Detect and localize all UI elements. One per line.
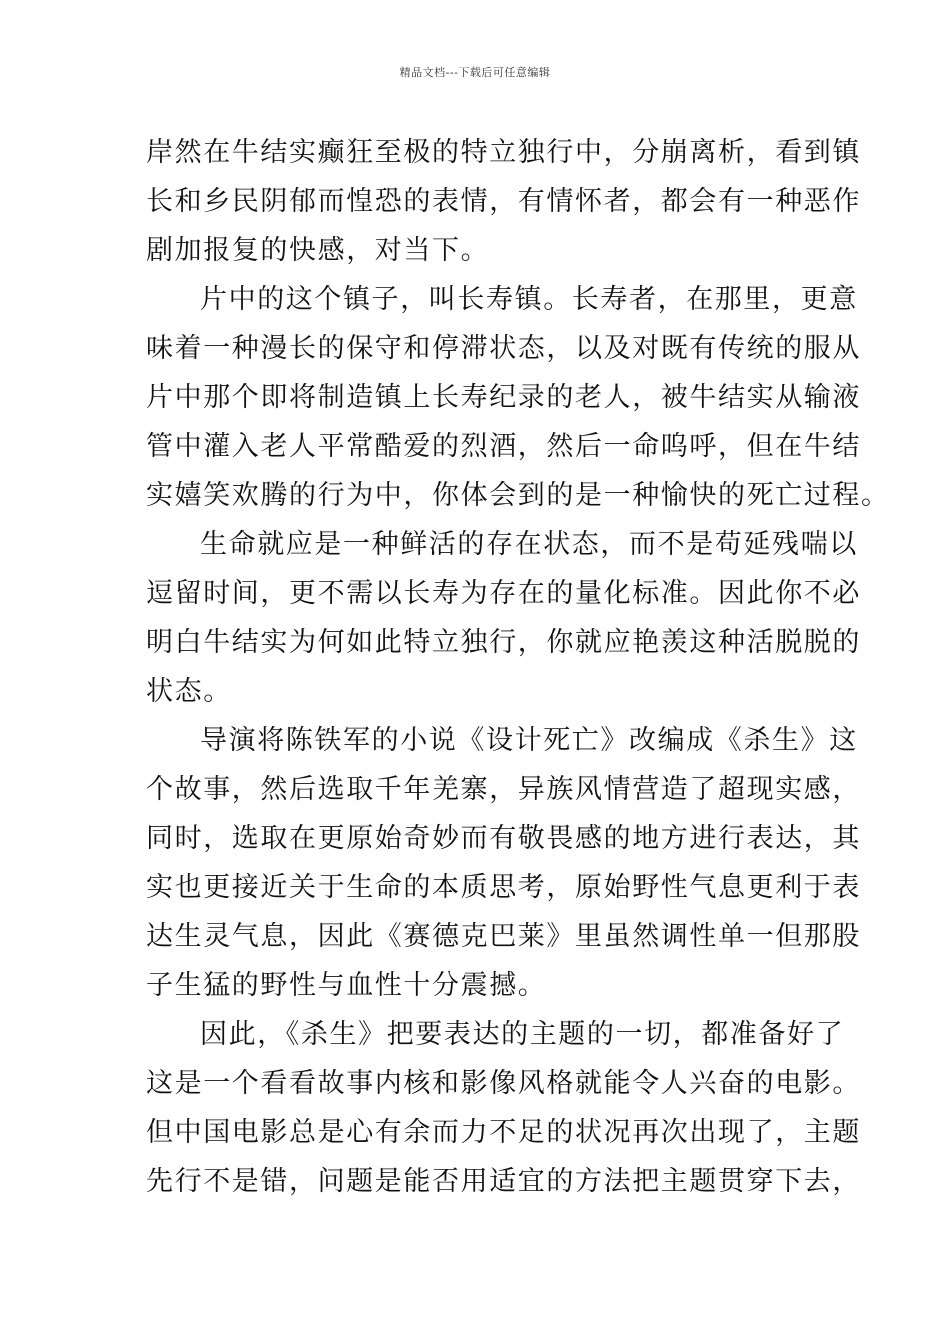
paragraph-1: [146, 128, 861, 275]
document-body: [146, 128, 890, 1206]
text-line: 片中那个即将制造镇上长寿纪录的老人，被牛结实从输液: [146, 382, 861, 413]
paragraph-3: [146, 520, 861, 716]
page-header: 精品文档---下载后可任意编辑: [399, 66, 551, 79]
text-line: 这是一个看看故事内核和影像风格就能令人兴奋的电影。: [146, 1068, 861, 1099]
paragraph-4: [146, 716, 861, 1010]
paragraph-2: [146, 275, 890, 520]
text-line: 实也更接近关于生命的本质思考，原始野性气息更利于表: [146, 872, 861, 903]
text-line: 剧加报复的快感，对当下。: [146, 235, 490, 266]
text-line: 个故事，然后选取千年羌寨，异族风情营造了超现实感，: [146, 774, 861, 805]
text-line: 实嬉笑欢腾的行为中，你体会到的是一种愉快的死亡过程。: [146, 480, 890, 511]
text-line: 先行不是错，问题是能否用适宜的方法把主题贯穿下去，: [146, 1166, 861, 1197]
text-line: 子生猛的野性与血性十分震撼。: [146, 970, 547, 1001]
text-line: 但中国电影总是心有余而力不足的状况再次出现了，主题: [146, 1117, 861, 1148]
text-line: 味着一种漫长的保守和停滞状态，以及对既有传统的服从: [146, 333, 861, 364]
text-line: 长和乡民阴郁而惶恐的表情，有情怀者，都会有一种恶作: [146, 186, 861, 217]
paragraph-5: [146, 1010, 861, 1206]
text-line: 逗留时间，更不需以长寿为存在的量化标准。因此你不必: [146, 578, 861, 609]
text-line: 岸然在牛结实癫狂至极的特立独行中，分崩离析，看到镇: [146, 137, 861, 168]
text-line: 状态。: [146, 676, 232, 707]
text-line: 达生灵气息，因此《赛德克巴莱》里虽然调性单一但那股: [146, 921, 861, 952]
text-line: 管中灌入老人平常酷爱的烈酒，然后一命呜呼，但在牛结: [146, 431, 861, 462]
text-line: 因此，《杀生》把要表达的主题的一切，都准备好了: [200, 1019, 845, 1050]
text-line: 导演将陈铁军的小说《设计死亡》改编成《杀生》这: [200, 725, 858, 756]
text-line: 明白牛结实为何如此特立独行，你就应艳羡这种活脱脱的: [146, 627, 861, 658]
text-line: 同时，选取在更原始奇妙而有敬畏感的地方进行表达，其: [146, 823, 861, 854]
text-line: 生命就应是一种鲜活的存在状态，而不是苟延残喘以: [200, 529, 858, 560]
text-line: 片中的这个镇子，叫长寿镇。长寿者，在那里，更意: [200, 284, 858, 315]
